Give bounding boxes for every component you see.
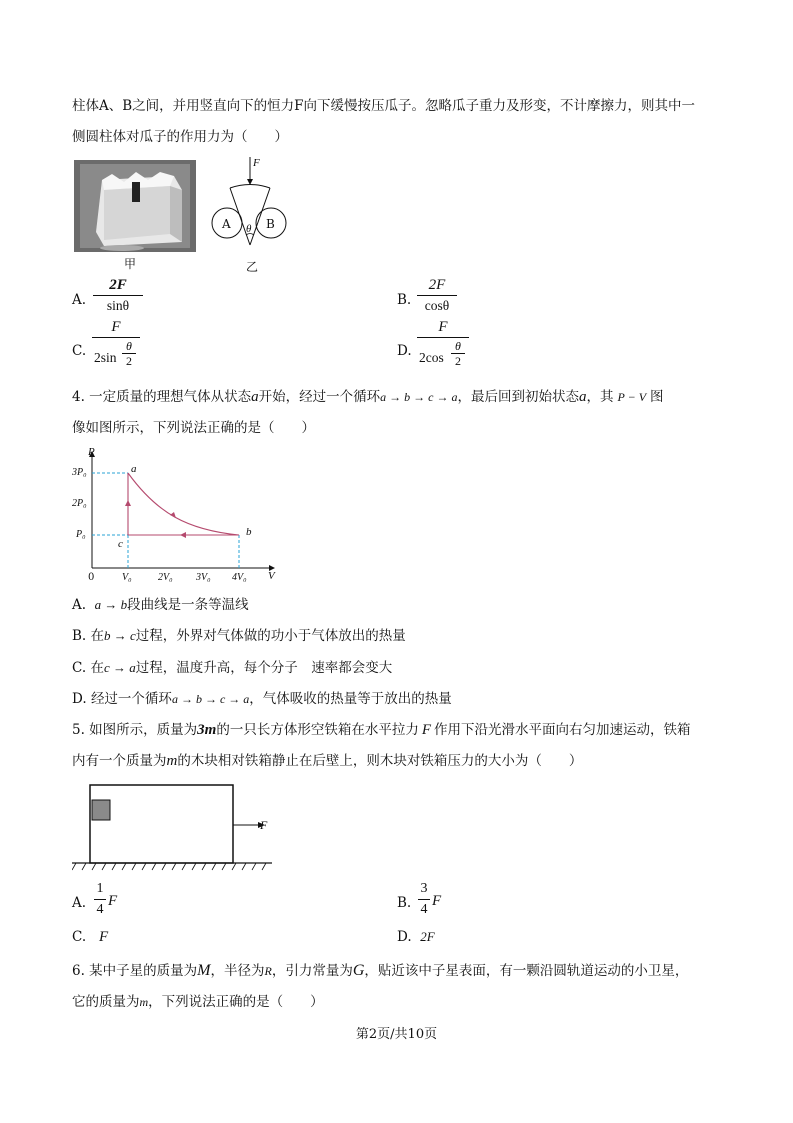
q3-figure-caption-jia: 甲 (124, 257, 137, 271)
graph-ytick-2p0: 2P₀ (72, 498, 87, 509)
graph-xtick-4v0: 4V₀ (232, 572, 247, 583)
q3-option-c-fraction: F 2sin θ 2 (92, 318, 140, 377)
diagram-label-B: B (266, 217, 275, 231)
q6-line-1: 6. 某中子星的质量为M，半径为R，引力常量为G，贴近该中子星表面，有一颗沿圆轨道运动的小卫星， (72, 962, 689, 979)
q5-option-a-suffix: F (108, 893, 118, 909)
q4-line-1: 4. 一定质量的理想气体从状态a开始，经过一个循环a → b → c → a，最后回到初始状态a，其 P − V 图 (72, 389, 664, 405)
graph-origin: 0 (88, 572, 95, 583)
diagram-label-theta: θ (246, 223, 252, 235)
q3-line-2: 侧圆柱体对瓜子的作用力为（ ） (72, 129, 288, 145)
q4-option-d: D. 经过一个循环a → b → c → a，气体吸收的热量等于放出的热量 (72, 691, 452, 707)
graph-xtick-v0: V₀ (122, 572, 132, 583)
q5-option-d: D. 2F (397, 929, 435, 945)
q3-option-a-fraction: 2F sinθ (93, 276, 143, 315)
graph-point-b: b (246, 526, 252, 538)
diagram-label-A: A (222, 217, 231, 231)
q5-option-b-label: B. (397, 895, 412, 911)
q3-figure-photo (74, 160, 196, 252)
graph-point-c: c (118, 538, 123, 550)
q3-line-1: 柱体A、B之间，并用竖直向下的恒力F向下缓慢按压瓜子。忽略瓜子重力及形变，不计摩擦力，则其中一 (72, 98, 696, 114)
q4-option-a: A. a → b段曲线是一条等温线 (72, 597, 249, 613)
graph-xtick-3v0: 3V₀ (196, 572, 211, 583)
q4-option-b: B. 在b → c过程，外界对气体做的功小于气体放出的热量 (72, 628, 406, 644)
graph-ytick-3p0: 3P₀ (72, 467, 87, 478)
q3-option-a-label: A. (72, 292, 87, 308)
graph-ylabel: P (88, 446, 95, 458)
q4-option-c: C. 在c → a过程，温度升高，每个分子 速率都会变大 (72, 660, 393, 676)
graph-ytick-p0: P₀ (76, 529, 86, 540)
q3-option-b-fraction: 2F cosθ (417, 276, 457, 315)
q5-option-b-suffix: F (432, 893, 442, 909)
graph-xtick-2v0: 2V₀ (158, 572, 173, 583)
q4-pv-graph (72, 448, 287, 583)
graph-xlabel: V (268, 570, 275, 582)
q5-line-1: 5. 如图所示，质量为3m的一只长方体形空铁箱在水平拉力 F 作用下沿光滑水平面向右匀加速运动，铁箱 (72, 722, 691, 738)
q3-option-b-label: B. (397, 292, 412, 308)
q5-option-a-fraction: 1 4 (94, 880, 106, 919)
q3-figure-diagram (205, 155, 295, 255)
q6-line-2: 它的质量为m，下列说法正确的是（ ） (72, 994, 324, 1010)
graph-point-a: a (131, 463, 137, 475)
page-footer: 第2页/共10页 (355, 1027, 438, 1042)
q3-option-c-label: C. (72, 343, 87, 359)
q5-option-a-label: A. (72, 895, 87, 911)
q3-option-d-label: D. (397, 343, 412, 359)
box-figure-label-F: F (260, 818, 268, 832)
q5-box-figure (72, 782, 277, 877)
q5-line-2: 内有一个质量为m的木块相对铁箱静止在后壁上，则木块对铁箱压力的大小为（ ） (72, 753, 583, 769)
diagram-label-F: F (253, 157, 260, 169)
q5-option-c: C. F (72, 929, 109, 945)
q3-figure-caption-yi: 乙 (246, 260, 259, 274)
q3-option-d-fraction: F 2cos θ 2 (417, 318, 469, 377)
q4-line-2: 像如图所示，下列说法正确的是（ ） (72, 420, 315, 436)
q5-option-b-fraction: 3 4 (418, 880, 430, 919)
